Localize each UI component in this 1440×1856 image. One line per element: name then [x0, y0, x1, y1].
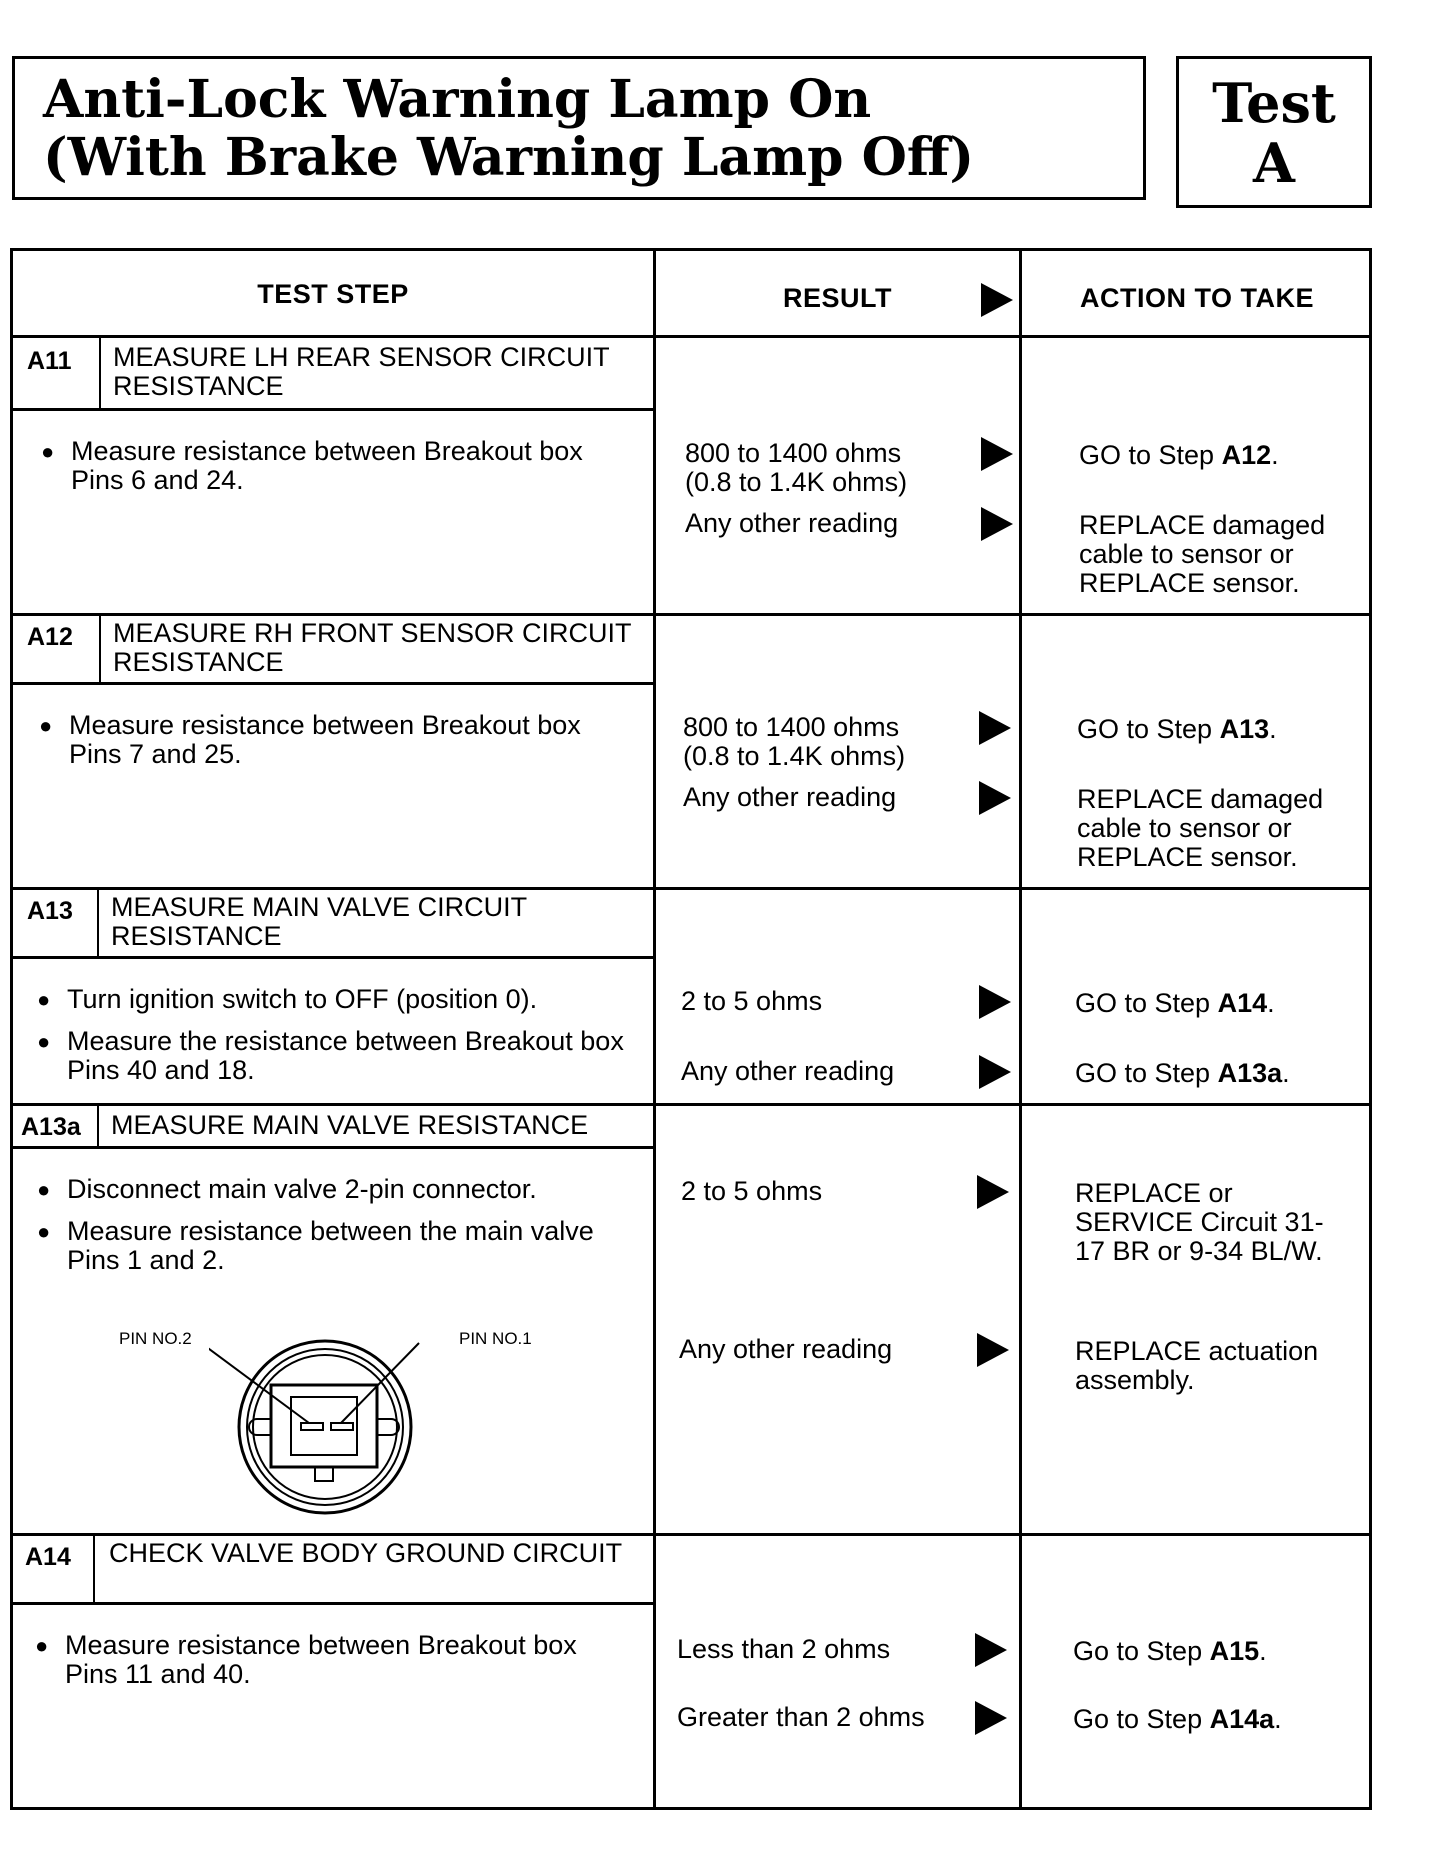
bullet-icon: ● — [37, 1029, 51, 1054]
action-text: REPLACE actuation assembly. — [1075, 1336, 1319, 1395]
action-text: GO to Step A13a. — [1075, 1058, 1290, 1088]
arrow-icon — [981, 507, 1013, 541]
column-divider — [1019, 251, 1022, 1807]
instruction-item: ● Measure resistance between Breakout box Pins 11 and 40. — [35, 1630, 577, 1689]
result-value: Any other reading — [683, 782, 897, 812]
step-title: MEASURE MAIN VALVE RESISTANCE — [111, 1110, 589, 1140]
action-text: REPLACE damaged cable to sensor or REPLACE sensor. — [1079, 510, 1326, 598]
action-text: GO to Step A14. — [1075, 988, 1275, 1018]
bullet-icon: ● — [35, 1633, 49, 1658]
column-divider — [653, 251, 656, 1807]
step-id: A13 — [27, 897, 73, 925]
row-divider — [13, 1533, 1369, 1536]
instruction-item: ● Measure resistance between Breakout box Pins 6 and 24. — [41, 436, 583, 495]
test-badge — [1176, 56, 1372, 208]
step-title: MEASURE LH REAR SENSOR CIRCUIT RESISTANCE — [113, 342, 610, 401]
bullet-icon: ● — [37, 1219, 51, 1244]
pin-2-label: PIN NO.2 — [119, 1329, 192, 1348]
row-divider — [13, 887, 1369, 890]
arrow-icon — [979, 985, 1011, 1019]
step-title: MEASURE RH FRONT SENSOR CIRCUIT RESISTANCE — [113, 618, 632, 677]
arrow-icon — [979, 711, 1011, 745]
arrow-icon — [981, 437, 1013, 471]
bullet-icon: ● — [39, 713, 53, 738]
step-title: CHECK VALVE BODY GROUND CIRCUIT — [109, 1538, 623, 1568]
action-text: Go to Step A15. — [1073, 1636, 1267, 1666]
row-divider — [13, 335, 1369, 338]
result-value: 800 to 1400 ohms (0.8 to 1.4K ohms) — [685, 438, 908, 497]
bullet-icon: ● — [37, 1177, 51, 1202]
result-value: Greater than 2 ohms — [677, 1702, 925, 1732]
action-text: REPLACE or SERVICE Circuit 31-17 BR or 9-34 BL/W. — [1075, 1178, 1324, 1266]
result-value: Any other reading — [681, 1056, 895, 1086]
result-value: Any other reading — [685, 508, 899, 538]
arrow-icon — [975, 1633, 1007, 1667]
step-id: A12 — [27, 623, 73, 651]
result-value: 2 to 5 ohms — [681, 986, 823, 1016]
instruction-item: ● Measure resistance between Breakout box Pins 7 and 25. — [39, 710, 581, 769]
header-result: RESULT — [783, 283, 892, 313]
bullet-icon: ● — [37, 987, 51, 1012]
action-text: REPLACE damaged cable to sensor or REPLACE sensor. — [1077, 784, 1324, 872]
row-divider — [13, 1103, 1369, 1106]
pin-1-label: PIN NO.1 — [459, 1329, 532, 1348]
header-arrow-icon — [981, 283, 1013, 317]
arrow-icon — [979, 781, 1011, 815]
arrow-icon — [979, 1055, 1011, 1089]
row-divider — [13, 613, 1369, 616]
arrow-icon — [977, 1175, 1009, 1209]
step-id: A13a — [21, 1113, 81, 1141]
diagnostic-table — [10, 248, 1372, 1810]
instruction-item: ● Measure the resistance between Breakout box Pins 40 and 18. — [37, 1026, 624, 1085]
action-text: GO to Step A12. — [1079, 440, 1279, 470]
header-action: ACTION TO TAKE — [1080, 283, 1314, 313]
action-text: Go to Step A14a. — [1073, 1704, 1282, 1734]
bullet-icon: ● — [41, 439, 55, 464]
step-id: A11 — [27, 347, 72, 375]
page-title-line-1: Anti-Lock Warning Lamp On — [43, 69, 872, 130]
instruction-item: ● Disconnect main valve 2-pin connector. — [37, 1174, 537, 1204]
test-badge-letter: A — [1253, 131, 1295, 195]
instruction-item: ● Measure resistance between the main valve Pins 1 and 2. — [37, 1216, 594, 1275]
test-badge-label: Test — [1212, 71, 1336, 135]
arrow-icon — [977, 1333, 1009, 1367]
action-text: GO to Step A13. — [1077, 714, 1277, 744]
step-id: A14 — [25, 1543, 71, 1571]
result-value: 800 to 1400 ohms (0.8 to 1.4K ohms) — [683, 712, 906, 771]
result-value: Less than 2 ohms — [677, 1634, 891, 1664]
header-test-step: TEST STEP — [257, 279, 409, 309]
main-valve-connector-diagram — [209, 1321, 449, 1521]
page-title-box — [12, 56, 1146, 200]
page-title-line-2: (With Brake Warning Lamp Off) — [43, 127, 975, 188]
instruction-item: ● Turn ignition switch to OFF (position 0). — [37, 984, 538, 1014]
result-value: 2 to 5 ohms — [681, 1176, 823, 1206]
result-value: Any other reading — [679, 1334, 893, 1364]
arrow-icon — [975, 1701, 1007, 1735]
step-title: MEASURE MAIN VALVE CIRCUIT RESISTANCE — [111, 892, 527, 951]
